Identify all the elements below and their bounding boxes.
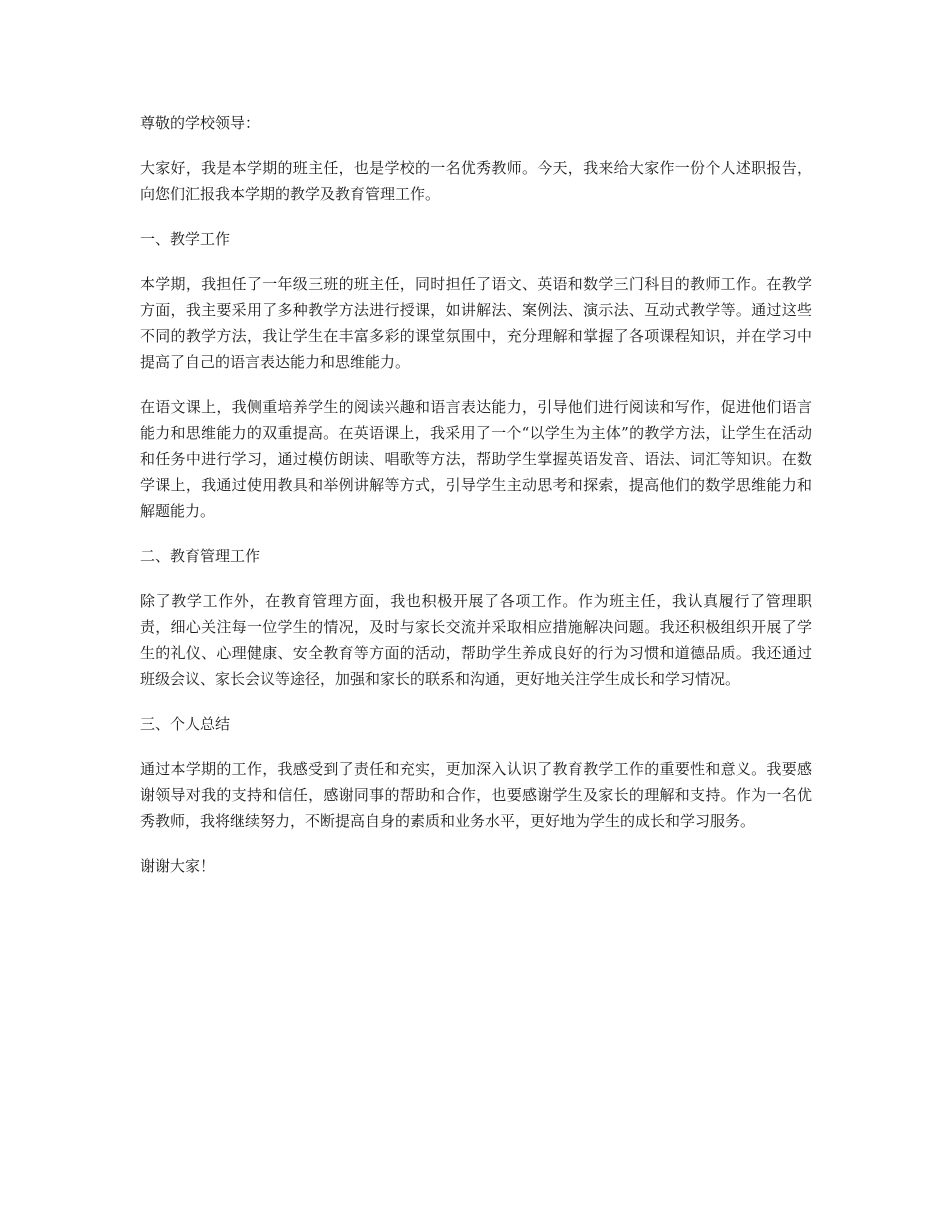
section-heading-summary: 三、个人总结 [140,715,231,733]
section-heading-management: 二、教育管理工作 [140,547,261,565]
summary-paragraph: 通过本学期的工作，我感受到了责任和充实，更加深入认识了教育教学工作的重要性和意义。我要感谢领导对我的支持和信任，感谢同事的帮助和合作，也要感谢学生及家长的理解和支持。作为一名优秀教师，我将继续努力，不断提高自身的素质和业务水平，更好地为学生的成长和学习服务。 [140,760,812,830]
teaching-paragraph-2: 在语文课上，我侧重培养学生的阅读兴趣和语言表达能力，引导他们进行阅读和写作，促进他们语言能力和思维能力的双重提高。在英语课上，我采用了一个“以学生为主体”的教学方法，让学生在活动和任务中进行学习，通过模仿朗读、唱歌等方法，帮助学生掌握英语发音、语法、词汇等知识。在数学课上，我通过使用教具和举例讲解等方式，引导学生主动思考和探索，提高他们的数学思维能力和解题能力。 [140,398,812,520]
intro-paragraph: 大家好，我是本学期的班主任，也是学校的一名优秀教师。今天，我来给大家作一份个人述职报告，向您们汇报我本学期的教学及教育管理工作。 [140,159,812,203]
teaching-paragraph-1: 本学期，我担任了一年级三班的班主任，同时担任了语文、英语和数学三门科目的教师工作。在教学方面，我主要采用了多种教学方法进行授课，如讲解法、案例法、演示法、互动式教学等。通过这些不同的教学方法，我让学生在丰富多彩的课堂氛围中，充分理解和掌握了各项课程知识，并在学习中提高了自己的语言表达能力和思维能力。 [140,275,812,371]
management-paragraph: 除了教学工作外，在教育管理方面，我也积极开展了各项工作。作为班主任，我认真履行了管理职责，细心关注每一位学生的情况，及时与家长交流并采取相应措施解决问题。我还积极组织开展了学生的礼仪、心理健康、安全教育等方面的活动，帮助学生养成良好的行为习惯和道德品质。我还通过班级会议、家长会议等途径，加强和家长的联系和沟通，更好地关注学生成长和学习情况。 [140,592,812,688]
document-page [140,110,812,898]
closing-line: 谢谢大家！ [140,857,216,875]
salutation: 尊敬的学校领导： [140,114,261,132]
section-heading-teaching: 一、教学工作 [140,230,231,248]
